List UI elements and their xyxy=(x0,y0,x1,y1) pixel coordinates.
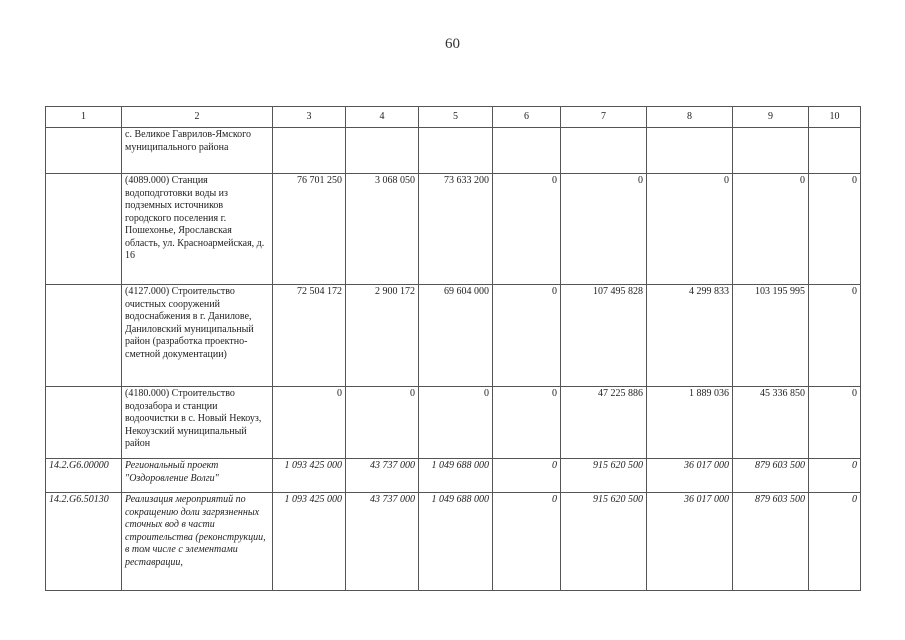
amount-cell: 0 xyxy=(809,459,861,493)
amount-cell: 107 495 828 xyxy=(561,285,647,387)
column-header: 5 xyxy=(419,107,493,128)
amount-cell: 36 017 000 xyxy=(647,493,733,591)
row-code: 14.2.G6.00000 xyxy=(46,459,122,493)
amount-cell: 2 900 172 xyxy=(346,285,419,387)
column-header: 1 xyxy=(46,107,122,128)
row-code xyxy=(46,128,122,174)
row-description: Региональный проект "Оздоровление Волги" xyxy=(122,459,273,493)
amount-cell: 0 xyxy=(809,493,861,591)
row-code xyxy=(46,387,122,459)
amount-cell: 47 225 886 xyxy=(561,387,647,459)
amount-cell: 0 xyxy=(733,174,809,285)
table-row xyxy=(46,285,861,387)
table-row xyxy=(46,174,861,285)
column-header: 10 xyxy=(809,107,861,128)
amount-cell: 43 737 000 xyxy=(346,459,419,493)
column-header: 2 xyxy=(122,107,273,128)
amount-cell: 45 336 850 xyxy=(733,387,809,459)
amount-cell: 0 xyxy=(809,285,861,387)
amount-cell xyxy=(561,128,647,174)
amount-cell: 1 889 036 xyxy=(647,387,733,459)
amount-cell xyxy=(733,128,809,174)
amount-cell: 0 xyxy=(493,493,561,591)
amount-cell: 0 xyxy=(561,174,647,285)
amount-cell: 43 737 000 xyxy=(346,493,419,591)
amount-cell: 0 xyxy=(809,174,861,285)
amount-cell: 0 xyxy=(273,387,346,459)
row-code xyxy=(46,174,122,285)
column-header: 6 xyxy=(493,107,561,128)
table-row xyxy=(46,128,861,174)
amount-cell: 1 093 425 000 xyxy=(273,493,346,591)
row-description: (4127.000) Строительство очистных сооружений водоснабжения в г. Данилове, Даниловский муниципальный район (разработка проектно-сметной документации) xyxy=(122,285,273,387)
row-code: 14.2.G6.50130 xyxy=(46,493,122,591)
amount-cell: 0 xyxy=(419,387,493,459)
amount-cell: 0 xyxy=(647,174,733,285)
column-header: 9 xyxy=(733,107,809,128)
row-code xyxy=(46,285,122,387)
amount-cell: 1 093 425 000 xyxy=(273,459,346,493)
amount-cell: 3 068 050 xyxy=(346,174,419,285)
amount-cell xyxy=(493,128,561,174)
amount-cell: 915 620 500 xyxy=(561,459,647,493)
row-description: Реализация мероприятий по сокращению доли загрязненных сточных вод в части строительства (реконструкции, в том числе с элементами реставрации, xyxy=(122,493,273,591)
amount-cell: 69 604 000 xyxy=(419,285,493,387)
header-row xyxy=(46,107,861,128)
amount-cell xyxy=(346,128,419,174)
row-description: с. Великое Гаврилов-Ямского муниципального района xyxy=(122,128,273,174)
column-header: 8 xyxy=(647,107,733,128)
amount-cell xyxy=(273,128,346,174)
table-row xyxy=(46,387,861,459)
amount-cell: 879 603 500 xyxy=(733,493,809,591)
amount-cell: 1 049 688 000 xyxy=(419,493,493,591)
column-header: 3 xyxy=(273,107,346,128)
budget-table xyxy=(45,106,861,591)
amount-cell: 4 299 833 xyxy=(647,285,733,387)
table-row xyxy=(46,459,861,493)
column-header: 7 xyxy=(561,107,647,128)
amount-cell: 72 504 172 xyxy=(273,285,346,387)
page-number: 60 xyxy=(445,36,460,52)
amount-cell: 879 603 500 xyxy=(733,459,809,493)
amount-cell xyxy=(647,128,733,174)
amount-cell: 915 620 500 xyxy=(561,493,647,591)
amount-cell: 36 017 000 xyxy=(647,459,733,493)
amount-cell: 0 xyxy=(809,387,861,459)
amount-cell: 1 049 688 000 xyxy=(419,459,493,493)
amount-cell: 0 xyxy=(493,387,561,459)
amount-cell: 73 633 200 xyxy=(419,174,493,285)
amount-cell: 76 701 250 xyxy=(273,174,346,285)
amount-cell xyxy=(419,128,493,174)
amount-cell: 0 xyxy=(493,459,561,493)
amount-cell: 103 195 995 xyxy=(733,285,809,387)
amount-cell: 0 xyxy=(493,174,561,285)
amount-cell: 0 xyxy=(346,387,419,459)
amount-cell: 0 xyxy=(493,285,561,387)
amount-cell xyxy=(809,128,861,174)
row-description: (4089.000) Станция водоподготовки воды из подземных источников городского поселения г. Пошехонье, Ярославская область, ул. Красноармейская, д. 16 xyxy=(122,174,273,285)
table-row xyxy=(46,493,861,591)
row-description: (4180.000) Строительство водозабора и станции водоочистки в с. Новый Некоуз, Некоузский муниципальный район xyxy=(122,387,273,459)
column-header: 4 xyxy=(346,107,419,128)
